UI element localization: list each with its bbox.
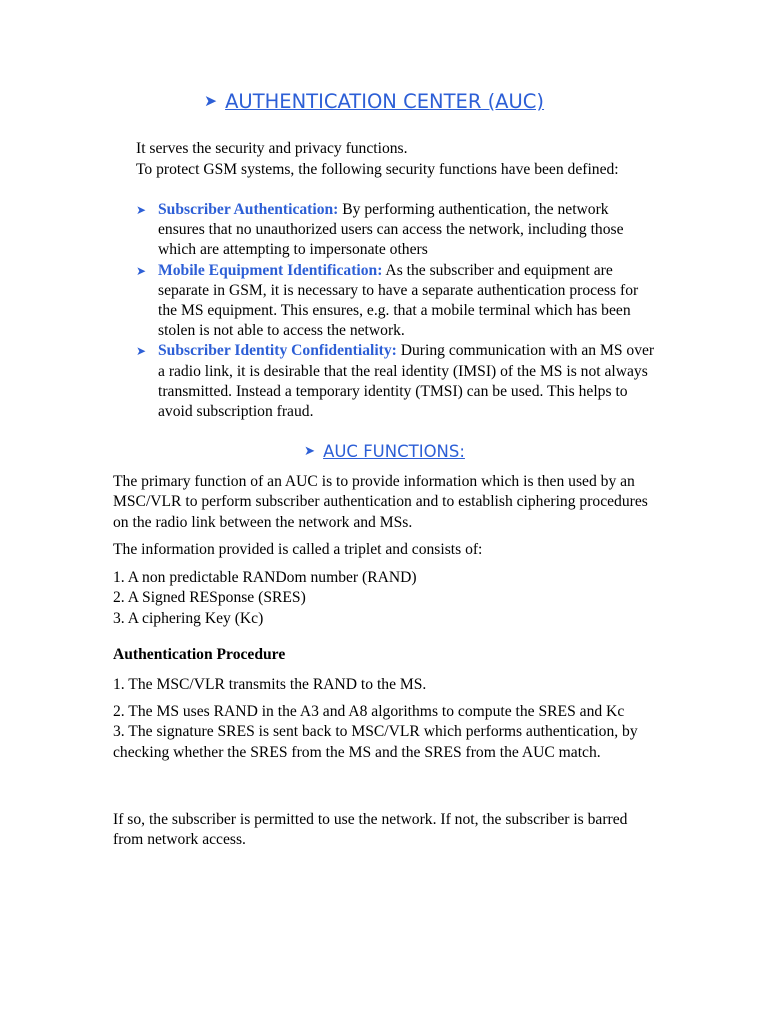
term-description: As the subscriber and equipment are separate in GSM, it is necessary to have a separate authentication process for the MS equipment. This ensures, e.g. that a mobile terminal which has been stolen is not able to access the network. — [158, 261, 639, 340]
list-item — [136, 261, 656, 342]
triplet-item: 1. A non predictable RANDom number (RAND) — [113, 569, 417, 586]
heading-functions-text: AUC FUNCTIONS: — [323, 442, 465, 461]
arrow-right-icon: ➤ — [204, 92, 218, 110]
arrow-right-icon: ➤ — [136, 203, 147, 217]
term-subscriber-identity-confidentiality: Subscriber Identity Confidentiality: — [158, 342, 397, 360]
intro-block — [136, 139, 656, 180]
arrow-right-icon: ➤ — [304, 444, 316, 459]
procedure-title — [113, 645, 658, 665]
security-functions-list — [136, 200, 656, 422]
intro-line-2: To protect GSM systems, the following security functions have been defined: — [136, 160, 619, 178]
section-heading-auc-functions — [304, 442, 465, 461]
triplet-list — [113, 568, 658, 629]
arrow-right-icon: ➤ — [136, 344, 147, 359]
conclusion-text: If so, the subscriber is permitted to use the network. If not, the subscriber is barred from network access. — [113, 811, 628, 849]
triplet-item: 2. A Signed RESponse (SRES) — [113, 589, 306, 607]
step-text: 1. The MSC/VLR transmits the RAND to the MS. — [113, 676, 427, 693]
procedure-title-text: Authentication Procedure — [113, 646, 286, 663]
term-description: By performing authentication, the network ensures that no unauthorized users can access the network, including those which are attempting to impersonate others — [158, 201, 624, 259]
intro-line-1: It serves the security and privacy functions. — [136, 140, 408, 157]
triplet-intro-paragraph — [113, 540, 658, 560]
paragraph-text: The information provided is called a triplet and consists of: — [113, 541, 483, 558]
arrow-right-icon: ➤ — [136, 263, 147, 278]
procedure-step-2: 2. The MS uses RAND in the A3 and A8 algorithms to compute the SRES and Kc — [113, 703, 625, 720]
procedure-step-3: 3. The signature SRES is sent back to MSC/VLR which performs authentication, by checking whether the SRES from the MS and the SRES from the AUC match. — [113, 723, 638, 761]
procedure-conclusion — [113, 810, 658, 851]
paragraph-text: The primary function of an AUC is to provide information which is then used by an MSC/VLR to perform subscriber authentication and to establish ciphering procedures on the radio link between the network and MSs. — [113, 473, 648, 531]
procedure-steps-2-3 — [113, 702, 658, 763]
term-description: During communication with an MS over a radio link, it is desirable that the real identity (IMSI) of the MS is not always transmitted. Instead a temporary identity (TMSI) can be used. This helps to avoid subscription fraud. — [158, 342, 655, 421]
auc-primary-function-paragraph — [113, 472, 658, 533]
procedure-step-1 — [113, 675, 658, 695]
list-item — [136, 341, 656, 422]
triplet-item: 3. A ciphering Key (Kc) — [113, 609, 264, 627]
term-subscriber-authentication: Subscriber Authentication: — [158, 201, 339, 218]
term-mobile-equipment-identification: Mobile Equipment Identification: — [158, 261, 383, 279]
section-heading-auc — [204, 90, 544, 113]
list-item — [136, 200, 656, 261]
heading-auc-text: AUTHENTICATION CENTER (AUC) — [225, 90, 545, 113]
